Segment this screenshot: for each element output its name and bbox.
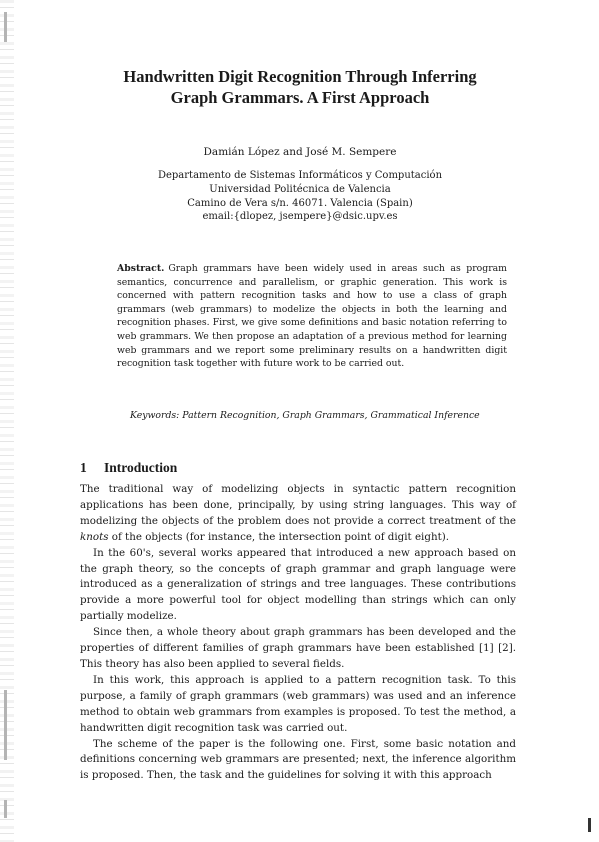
paragraph-text: of the objects (for instance, the intersection point of digit eight). [108,530,450,543]
paragraph: Since then, a whole theory about graph grammars has been developed and the properties of different families of graph grammars have been established [1] [2]. This theory has also been applied to several fields. [80,626,516,670]
affiliation-university: Universidad Politécnica de Valencia [209,183,391,195]
scan-speck [4,12,7,42]
keywords: Keywords: Pattern Recognition, Graph Grammars, Grammatical Inference [130,410,480,421]
authors: Damián López and José M. Sempere [203,146,397,158]
affiliation-email: email:{dlopez, jsempere}@dsic.upv.es [202,211,398,223]
affiliation-department: Departamento de Sistemas Informáticos y Computación [157,170,443,181]
body-text [80,482,516,784]
section-title: Introduction [104,460,178,476]
paragraph: The scheme of the paper is the following one. First, some basic notation and definitions concerning web grammars are presented; next, the inference algorithm is proposed. Then, the task and the guidelines for solving it with this approach [80,737,516,782]
abstract-label: Abstract. [117,263,165,274]
affiliation [60,169,540,224]
paragraph: In this work, this approach is applied to a pattern recognition task. To this purpose, a family of graph grammars (web grammars) was used and an inference method to obtain web grammars from examples is proposed. To test the method, a handwritten digit recognition task was carried out. [80,673,516,734]
paragraph-text: The traditional way of modelizing objects in syntactic pattern recognition applications has been done, principally, by using string languages. This way of modelizing the objects of the problem does not provide a correct treatment of the [80,483,516,527]
scan-mark [588,818,591,832]
emphasis-text: knots [80,530,109,543]
section-heading [80,460,177,476]
affiliation-address: Camino de Vera s/n. 46071. Valencia (Spain) [187,197,413,209]
scan-speck [4,690,7,760]
paragraph [80,482,516,546]
scan-speck [4,800,7,818]
section-number: 1 [80,460,87,476]
title-line-2: Graph Grammars. A First Approach [170,88,430,107]
title-line-1: Handwritten Digit Recognition Through Inferring [123,67,477,86]
paper-title [60,66,540,108]
scan-edge-noise [0,0,14,842]
abstract [117,262,507,371]
paragraph: In the 60's, several works appeared that introduced a new approach based on the graph theory, so the concepts of graph grammar and graph language were introduced as a generalization of strings and tree languages. These contributions provide a more powerful tool for object modelling than strings which can only partially modelize. [80,546,516,623]
abstract-text: Graph grammars have been widely used in areas such as program semantics, concurrence and parallelism, or graphic generation. This work is concerned with pattern recognition tasks and how to use a class of graph grammars (web grammars) to modelize the objects in both the learning and recognition phases. First, we give some definitions and basic notation referring to web grammars. We then propose an adaptation of a previous method for learning web grammars and we report some preliminary results on a handwritten digit recognition task together with future work to be carried out. [117,263,507,370]
